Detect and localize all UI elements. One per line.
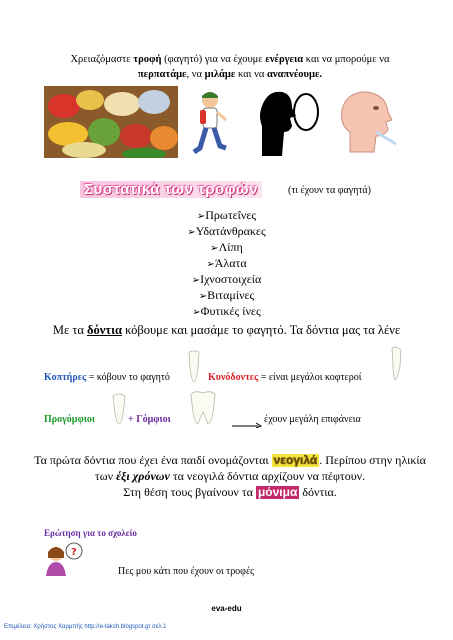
premolars-label-wrap	[44, 414, 95, 425]
word-permanent: μόνιμα	[257, 485, 298, 499]
canines-row: Κυνόδοντες = είναι μεγάλοι κοφτεροί	[208, 372, 362, 383]
word-baby-teeth: νεογιλά	[273, 453, 318, 467]
incisors-desc: κόβουν το φαγητό	[96, 372, 170, 383]
word-six-years: έξι χρόνων	[116, 469, 170, 483]
canines-desc: είναι μεγάλοι κοφτεροί	[268, 372, 362, 383]
list-item: ➢ Ιχνοστοιχεία	[0, 272, 453, 288]
intro-text: Χρειαζόμαστε τροφή (φαγητό) για να έχουμε ενέργεια και να μπορούμε να περπατάμε, να μιλάμε και να αναπνέουμε.	[70, 54, 390, 80]
thinking-girl-icon	[42, 542, 84, 576]
svg-text:?: ?	[71, 547, 77, 558]
list-item: ➢ Υδατάνθρακες	[0, 224, 453, 240]
nutrients-title: Συστατικά των τροφών	[80, 181, 262, 198]
list-item: ➢ Πρωτεΐνες	[0, 208, 453, 224]
school-task-text: Πες μου κάτι που έχουν οι τροφές	[118, 566, 255, 577]
molars-label-wrap: + Γόμφιοι	[128, 414, 171, 425]
food-photo	[44, 86, 178, 158]
list-item: ➢ Άλατα	[0, 256, 453, 272]
incisors-row: Κοπτήρες = κόβουν το φαγητό	[44, 372, 170, 383]
list-item: ➢ Λίπη	[0, 240, 453, 256]
word-walk: περπατάμε	[137, 69, 187, 80]
word-breathe: αναπνέουμε.	[266, 69, 323, 80]
nutrients-note: (τι έχουν τα φαγητά)	[288, 185, 371, 196]
walking-boy-picture	[188, 86, 232, 158]
molars-desc: έχουν μεγάλη επιφάνεια	[264, 414, 361, 425]
canines-label: Κυνόδοντες	[208, 372, 259, 383]
word-energy: ενέργεια	[265, 54, 304, 65]
speaking-head-picture	[256, 86, 320, 158]
nutrients-list	[0, 208, 453, 320]
breathing-head-picture	[336, 86, 400, 158]
premolar-tooth-icon	[110, 392, 128, 426]
teeth-intro: Με τα δόντια κόβουμε και μασάμε το φαγητό. Τα δόντια μας τα λένε	[52, 323, 401, 337]
word-speak: μιλάμε	[204, 69, 236, 80]
incisor-tooth-icon	[186, 350, 202, 384]
molars-label: Γόμφιοι	[136, 414, 171, 425]
word-food: τροφή	[133, 54, 162, 65]
incisors-label: Κοπτήρες	[44, 372, 87, 383]
school-question-heading: Ερώτηση για το σχολείο	[44, 528, 137, 538]
canine-tooth-icon	[388, 346, 404, 382]
teeth-paragraph: Τα πρώτα δόντια που έχει ένα παιδί ονομάζονται νεογιλά . Περίπου στην ηλικία των έξι χρόνων τα νεογιλά δόντια αρχίζουν να πέφτουν. Στη θέση τους βγαίνουν τα μόνιμα δόντια.	[34, 453, 426, 499]
list-item: ➢ Βιταμίνες	[0, 288, 453, 304]
arrow-right-icon	[232, 418, 262, 428]
list-item: ➢ Φυτικές ίνες	[0, 304, 453, 320]
word-teeth: δόντια	[87, 323, 122, 337]
molar-tooth-icon	[188, 390, 218, 426]
credit-line: Επιμέλεια: Χρήστος Χαρμπής http://e-taksh.blogspot.gr σελ.1	[4, 624, 167, 630]
premolars-label: Προγόμφιοι	[44, 414, 95, 425]
footer-brand: eva-edu	[211, 604, 242, 613]
